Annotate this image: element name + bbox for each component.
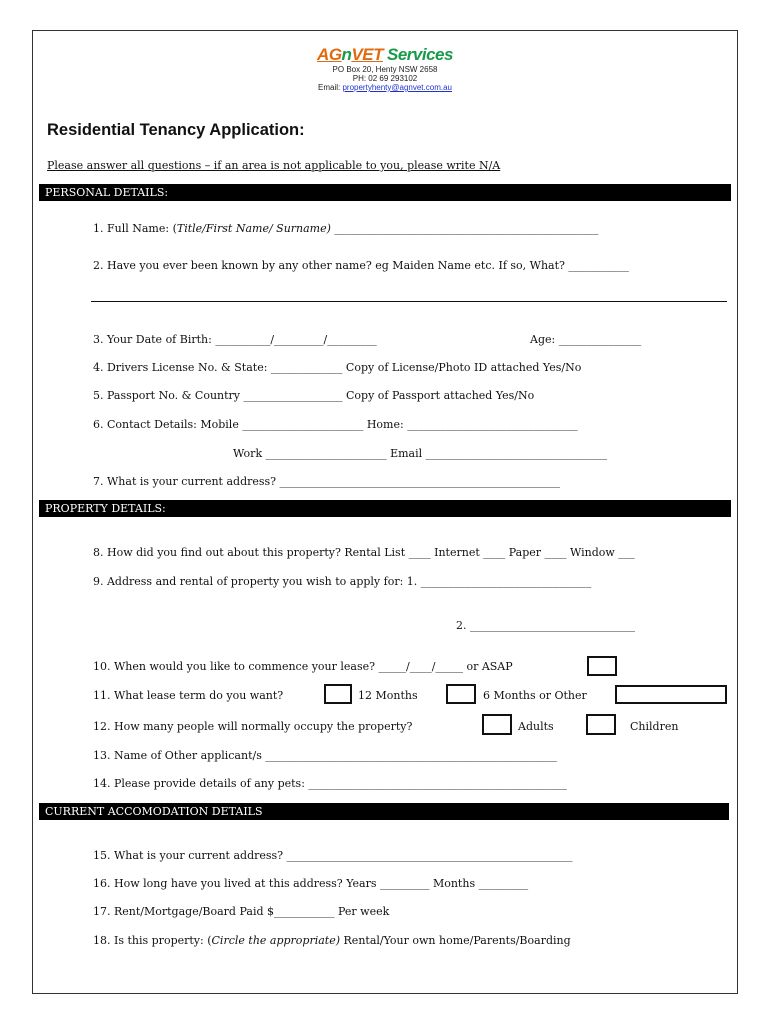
logo-ag: AG: [317, 45, 342, 64]
question-12: 12. How many people will normally occupy the property?: [93, 720, 413, 733]
email-line: [33, 83, 737, 92]
question-7[interactable]: 7. What is your current address? ___________________________________________________: [93, 475, 561, 488]
12-months-label: 12 Months: [358, 689, 418, 702]
agnvet-logo: [317, 45, 453, 65]
children-label: Children: [630, 720, 679, 733]
question-8[interactable]: 8. How did you find out about this property? Rental List ____ Internet ____ Paper ____ Window ___: [93, 546, 635, 559]
question-2[interactable]: 2. Have you ever been known by any other name? eg Maiden Name etc. If so, What? ___________: [93, 259, 629, 272]
question-13[interactable]: 13. Name of Other applicant/s _____________________________________________________: [93, 749, 557, 762]
children-count-box[interactable]: [586, 714, 616, 735]
logo-vet: VET: [351, 45, 383, 64]
question-14[interactable]: 14. Please provide details of any pets: _______________________________________________: [93, 777, 567, 790]
address-line-2: PH: 02 69 293102: [352, 74, 418, 83]
6-months-checkbox[interactable]: [446, 684, 476, 704]
question-18[interactable]: 18. Is this property: (Circle the appropriate) Rental/Your own home/Parents/Boarding: [93, 934, 571, 947]
question-6-work-email[interactable]: Work ______________________ Email _________________________________: [233, 447, 608, 460]
question-5[interactable]: 5. Passport No. & Country __________________ Copy of Passport attached Yes/No: [93, 389, 535, 402]
question-17[interactable]: 17. Rent/Mortgage/Board Paid $___________ Per week: [93, 905, 390, 918]
adults-count-box[interactable]: [482, 714, 512, 735]
section-property-details: PROPERTY DETAILS:: [39, 500, 731, 517]
form-instructions: Please answer all questions – if an area is not applicable to you, please write N/A: [47, 159, 501, 172]
section-current-accommodation: CURRENT ACCOMODATION DETAILS: [39, 803, 729, 820]
question-6[interactable]: 6. Contact Details: Mobile ______________________ Home: _______________________________: [93, 418, 578, 431]
email-label: Email:: [318, 83, 341, 92]
question-15[interactable]: 15. What is your current address? ____________________________________________________: [93, 849, 573, 862]
logo-services: Services: [387, 45, 453, 64]
question-11: 11. What lease term do you want?: [93, 689, 284, 702]
question-1[interactable]: 1. Full Name: (Title/First Name/ Surname) ________________________________________________: [93, 222, 599, 235]
question-16[interactable]: 16. How long have you lived at this address? Years _________ Months _________: [93, 877, 529, 890]
12-months-checkbox[interactable]: [324, 684, 352, 704]
asap-checkbox[interactable]: [587, 656, 617, 676]
question-3-age[interactable]: Age: _______________: [530, 333, 642, 346]
application-form-page: [32, 30, 738, 994]
form-title: Residential Tenancy Application:: [47, 121, 305, 139]
address-line-1: PO Box 20, Henty NSW 2658: [332, 65, 438, 74]
letterhead: [33, 45, 737, 92]
answer-line-other-name[interactable]: [91, 301, 727, 302]
section-personal-details: PERSONAL DETAILS:: [39, 184, 731, 201]
logo-n: n: [341, 45, 352, 64]
question-9[interactable]: 9. Address and rental of property you wish to apply for: 1. _______________________________: [93, 575, 592, 588]
question-9-line-2[interactable]: 2. ______________________________: [456, 619, 635, 632]
adults-label: Adults: [518, 720, 554, 733]
question-3[interactable]: 3. Your Date of Birth: __________/_________/_________: [93, 333, 377, 346]
other-term-field[interactable]: [615, 685, 727, 704]
question-10: 10. When would you like to commence your lease? _____/____/_____ or ASAP: [93, 660, 513, 673]
email-link[interactable]: propertyhenty@agnvet.com.au: [342, 83, 452, 92]
question-4[interactable]: 4. Drivers License No. & State: _____________ Copy of License/Photo ID attached Yes/No: [93, 361, 582, 374]
6-months-or-other-label: 6 Months or Other: [483, 689, 587, 702]
